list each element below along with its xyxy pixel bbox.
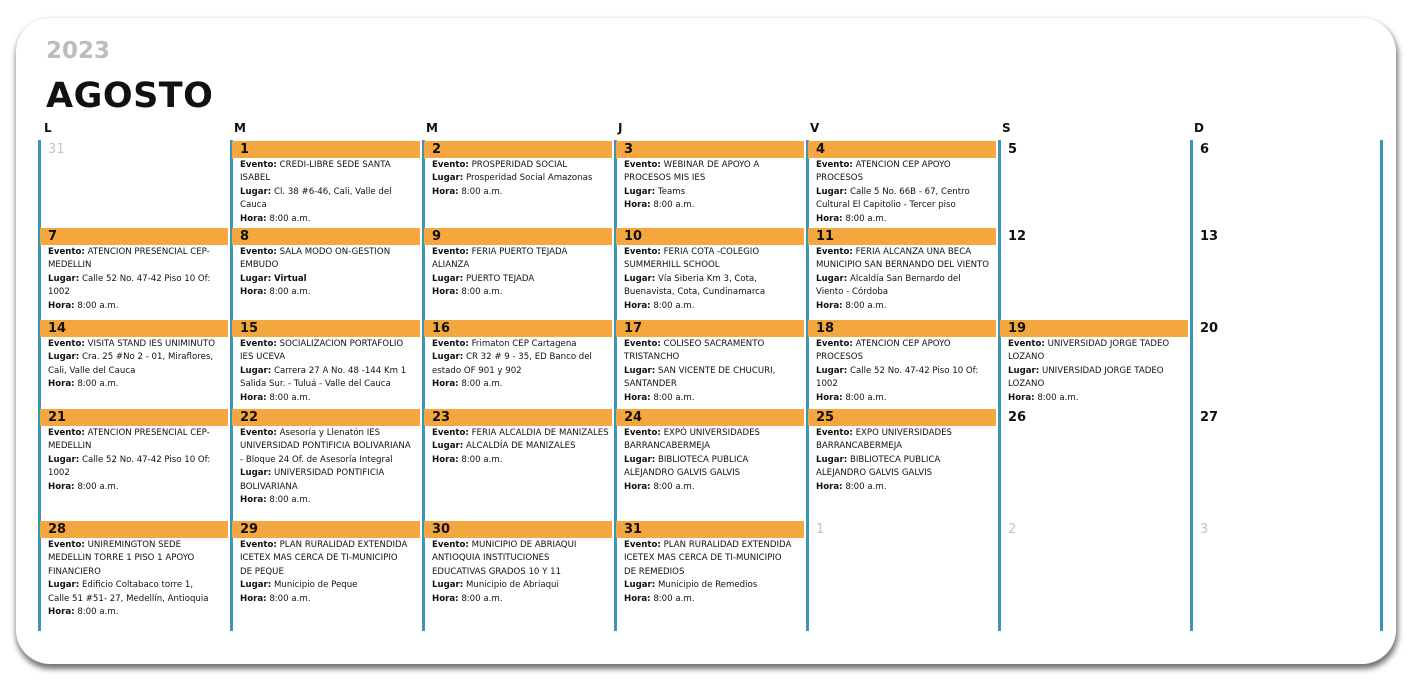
event-details	[424, 538, 612, 606]
field-value-evento: SALA MODO ON-GESTION	[279, 247, 391, 257]
field-value-lugar: Cauca	[240, 200, 267, 211]
field-label-lugar: Lugar:	[816, 186, 848, 197]
field-value-lugar: Cra. 25 #No 2 - 01, Miraflores,	[81, 352, 214, 363]
day-cell[interactable]	[616, 409, 804, 494]
calendar-year: 2023	[46, 38, 111, 64]
field-value-lugar: BIBLIOTECA PUBLICA	[849, 454, 941, 465]
field-value-lugar: Calle 52 No. 47-42 Piso 10 Of:	[81, 273, 211, 284]
field-value-evento: BARRANCABERMEJA	[624, 441, 710, 452]
field-label-lugar: Lugar:	[432, 352, 464, 363]
field-value-evento: EDUCATIVAS GRADOS 10 Y 11	[432, 566, 562, 577]
field-value-lugar: ALCALDÍA DE MANIZALES	[465, 441, 576, 452]
field-label-evento: Evento:	[240, 247, 277, 257]
column-divider	[1190, 140, 1193, 631]
field-label-lugar: Lugar:	[1008, 365, 1040, 376]
field-label-lugar: Lugar:	[432, 173, 464, 184]
day-number-bar: 17	[616, 320, 804, 337]
day-number-bar: 1	[232, 141, 420, 158]
field-value-lugar: Prosperidad Social Amazonas	[465, 173, 593, 184]
event-details	[40, 245, 228, 313]
field-label-lugar: Lugar:	[48, 273, 80, 284]
event-details	[616, 426, 804, 494]
field-label-evento: Evento:	[1008, 339, 1045, 349]
field-label-hora: Hora:	[816, 481, 843, 492]
field-value-hora: 8:00 a.m.	[77, 300, 119, 311]
field-label-hora: Hora:	[816, 392, 843, 403]
day-cell[interactable]	[1000, 521, 1188, 538]
field-value-evento: SUMMERHILL SCHOOL	[624, 260, 720, 271]
field-value-lugar: Viento - Córdoba	[816, 287, 889, 298]
field-label-hora: Hora:	[240, 287, 267, 298]
field-label-lugar: Lugar:	[240, 580, 272, 591]
field-value-evento: ICETEX MAS CERCA DE TI-MUNICIPIO	[240, 553, 398, 564]
day-number-bar: 3	[616, 141, 804, 158]
day-cell[interactable]	[1192, 521, 1380, 538]
field-value-evento: Frimaton CEP Cartagena	[471, 339, 577, 349]
calendar-month-title: AGOSTO	[46, 76, 214, 116]
field-value-hora: 8:00 a.m.	[653, 200, 695, 211]
day-number-bar: 8	[232, 228, 420, 245]
field-label-evento: Evento:	[240, 540, 277, 550]
day-cell[interactable]	[40, 320, 228, 392]
field-value-evento: LOZANO	[1008, 352, 1045, 363]
field-value-lugar: 1002	[48, 468, 70, 479]
field-value-hora: 8:00 a.m.	[461, 287, 503, 298]
field-value-evento: DE PEQUE	[240, 566, 284, 577]
field-value-lugar: Municipio de Abriaqui	[465, 580, 559, 591]
field-label-evento: Evento:	[624, 540, 661, 550]
day-cell[interactable]	[232, 409, 420, 507]
event-details	[424, 337, 612, 392]
field-label-lugar: Lugar:	[816, 365, 848, 376]
field-value-evento: Asesoría y Llenatón IES	[279, 428, 381, 438]
field-value-hora: 8:00 a.m.	[845, 300, 887, 311]
field-label-lugar: Lugar:	[240, 468, 272, 479]
day-cell[interactable]	[808, 521, 996, 538]
event-details	[424, 245, 612, 300]
field-label-hora: Hora:	[624, 300, 651, 311]
field-value-lugar: Calle 5 No. 66B - 67, Centro	[849, 186, 970, 197]
field-value-evento: IES UCEVA	[240, 352, 286, 363]
field-label-hora: Hora:	[816, 213, 843, 224]
day-cell[interactable]	[1000, 320, 1188, 405]
day-number: 1	[816, 522, 825, 537]
event-details	[616, 158, 804, 213]
field-label-hora: Hora:	[432, 287, 459, 298]
field-value-evento: ICETEX MAS CERCA DE TI-MUNICIPIO	[624, 553, 782, 564]
event-details	[808, 245, 996, 313]
field-label-hora: Hora:	[624, 593, 651, 604]
day-number: 26	[1008, 410, 1027, 425]
day-cell[interactable]	[424, 521, 612, 606]
day-cell[interactable]	[1000, 228, 1188, 245]
field-value-evento: VISITA STAND IES UNIMINUTO	[87, 339, 215, 349]
field-label-evento: Evento:	[432, 339, 469, 349]
field-value-lugar: ALEJANDRO GALVIS GALVIS	[624, 468, 741, 479]
field-label-evento: Evento:	[624, 160, 661, 170]
field-value-evento: UNIVERSIDAD PONTIFICIA BOLIVARIANA	[240, 441, 411, 452]
field-value-evento: PROSPERIDAD SOCIAL	[471, 160, 568, 170]
field-value-hora: 8:00 a.m.	[1037, 392, 1079, 403]
day-number: 6	[1200, 142, 1210, 157]
field-label-evento: Evento:	[816, 160, 853, 170]
field-value-evento: ATENCION CEP APOYO	[855, 160, 951, 170]
event-details	[232, 245, 420, 300]
field-value-evento: ATENCION PRESENCIAL CEP-	[87, 247, 210, 257]
field-label-hora: Hora:	[432, 379, 459, 390]
field-value-lugar: BOLIVARIANA	[240, 481, 298, 492]
field-value-lugar: ALEJANDRO GALVIS GALVIS	[816, 468, 933, 479]
field-value-hora: 8:00 a.m.	[269, 213, 311, 224]
day-cell[interactable]	[808, 141, 996, 226]
field-label-hora: Hora:	[624, 481, 651, 492]
field-value-evento: CREDI-LIBRE SEDE SANTA	[279, 160, 391, 170]
field-value-hora: 8:00 a.m.	[653, 300, 695, 311]
event-details	[808, 426, 996, 494]
field-value-evento: ANTIOQUIA INSTITUCIONES	[432, 553, 550, 564]
field-value-evento: TRISTANCHO	[624, 352, 680, 363]
field-value-hora: 8:00 a.m.	[269, 495, 311, 506]
field-value-lugar: SANTANDER	[624, 379, 677, 390]
day-cell[interactable]	[1000, 409, 1188, 426]
field-value-hora: 8:00 a.m.	[653, 392, 695, 403]
field-value-evento: PROCESOS	[816, 352, 864, 363]
field-label-hora: Hora:	[240, 392, 267, 403]
day-cell[interactable]	[1192, 228, 1380, 245]
event-details	[616, 538, 804, 606]
field-value-evento: EXPO UNIVERSIDADES	[855, 428, 952, 438]
event-details	[616, 245, 804, 313]
field-label-hora: Hora:	[48, 379, 75, 390]
field-value-evento: COLISEO SACRAMENTO	[663, 339, 765, 349]
field-value-lugar: Salida Sur. - Tuluá - Valle del Cauca	[240, 379, 391, 390]
field-value-lugar: SAN VICENTE DE CHUCURI,	[657, 365, 776, 376]
field-label-evento: Evento:	[48, 247, 85, 257]
day-number-bar: 7	[40, 228, 228, 245]
weekday-header-jueves: J	[618, 121, 623, 135]
field-value-hora: 8:00 a.m.	[269, 287, 311, 298]
field-label-evento: Evento:	[240, 339, 277, 349]
event-details	[232, 337, 420, 405]
field-label-hora: Hora:	[624, 200, 651, 211]
field-label-hora: Hora:	[240, 213, 267, 224]
field-value-lugar: Calle 52 No. 47-42 Piso 10 Of:	[849, 365, 979, 376]
field-value-hora: 8:00 a.m.	[845, 213, 887, 224]
event-details	[424, 426, 612, 467]
day-cell[interactable]	[40, 409, 228, 494]
event-details	[808, 337, 996, 405]
field-label-hora: Hora:	[240, 495, 267, 506]
day-number: 13	[1200, 229, 1219, 244]
day-number-bar: 2	[424, 141, 612, 158]
field-value-lugar: BIBLIOTECA PUBLICA	[657, 454, 749, 465]
day-cell[interactable]	[1192, 141, 1380, 158]
field-value-lugar: Teams	[657, 186, 686, 197]
field-value-evento: PROCESOS MIS IES	[624, 173, 706, 184]
day-cell[interactable]	[616, 320, 804, 405]
field-value-hora: 8:00 a.m.	[845, 392, 887, 403]
field-value-hora: 8:00 a.m.	[461, 186, 503, 197]
day-cell[interactable]	[40, 141, 228, 158]
field-value-evento: PLAN RURALIDAD EXTENDIDA	[279, 540, 408, 550]
day-number: 5	[1008, 142, 1018, 157]
day-cell[interactable]	[232, 228, 420, 300]
day-cell[interactable]	[424, 141, 612, 199]
field-value-evento: - Bloque 24 Of. de Asesoría Integral	[240, 454, 393, 465]
field-label-evento: Evento:	[624, 339, 661, 349]
day-number-bar: 11	[808, 228, 996, 245]
field-value-evento: MEDELLIN	[48, 441, 92, 452]
field-label-evento: Evento:	[816, 339, 853, 349]
field-value-hora: 8:00 a.m.	[845, 481, 887, 492]
field-label-hora: Hora:	[432, 186, 459, 197]
field-label-lugar: Lugar:	[624, 365, 656, 376]
field-label-hora: Hora:	[816, 300, 843, 311]
event-details	[232, 158, 420, 226]
field-value-lugar: Carrera 27 A No. 48 -144 Km 1	[273, 365, 407, 376]
weekday-header-viernes: V	[810, 121, 820, 135]
field-label-hora: Hora:	[240, 593, 267, 604]
weekday-header-sabado: S	[1002, 121, 1011, 135]
field-label-evento: Evento:	[432, 540, 469, 550]
field-value-lugar: Virtual	[273, 273, 307, 284]
event-details	[40, 337, 228, 392]
event-details	[40, 426, 228, 494]
day-cell[interactable]	[1192, 320, 1380, 337]
field-value-evento: PLAN RURALIDAD EXTENDIDA	[663, 540, 792, 550]
field-label-lugar: Lugar:	[816, 454, 848, 465]
day-cell[interactable]	[40, 228, 228, 313]
field-value-lugar: LOZANO	[1008, 379, 1045, 390]
day-cell[interactable]	[616, 141, 804, 213]
field-value-evento: WEBINAR DE APOYO A	[663, 160, 760, 170]
event-details	[616, 337, 804, 405]
field-label-evento: Evento:	[48, 540, 85, 550]
field-label-lugar: Lugar:	[48, 580, 80, 591]
field-value-lugar: Cl. 38 #6-46, Cali, Valle del	[273, 186, 392, 197]
field-label-lugar: Lugar:	[240, 365, 272, 376]
day-number: 2	[1008, 522, 1017, 537]
field-label-lugar: Lugar:	[48, 454, 80, 465]
field-label-lugar: Lugar:	[624, 454, 656, 465]
day-number-bar: 15	[232, 320, 420, 337]
day-number: 3	[1200, 522, 1209, 537]
field-label-hora: Hora:	[48, 607, 75, 618]
field-value-lugar: Calle 52 No. 47-42 Piso 10 Of:	[81, 454, 211, 465]
day-number: 27	[1200, 410, 1219, 425]
column-divider	[1380, 140, 1383, 631]
field-value-lugar: Municipio de Peque	[273, 580, 358, 591]
day-number-bar: 4	[808, 141, 996, 158]
field-value-lugar: UNIVERSIDAD JORGE TADEO	[1041, 365, 1164, 376]
event-details	[424, 158, 612, 199]
day-number-bar: 10	[616, 228, 804, 245]
day-cell[interactable]	[40, 521, 228, 619]
field-value-hora: 8:00 a.m.	[77, 481, 119, 492]
field-value-evento: MUNICIPIO SAN BERNANDO DEL VIENTO	[816, 260, 990, 271]
field-value-hora: 8:00 a.m.	[461, 593, 503, 604]
field-value-evento: UNIVERSIDAD JORGE TADEO	[1047, 339, 1170, 349]
field-value-hora: 8:00 a.m.	[77, 379, 119, 390]
field-value-evento: DE REMEDIOS	[624, 566, 685, 577]
event-details	[232, 538, 420, 606]
field-value-lugar: Cali, Valle del Cauca	[48, 365, 136, 376]
field-value-evento: BARRANCABERMEJA	[816, 441, 902, 452]
weekday-header-miercoles: M	[426, 121, 438, 135]
field-label-hora: Hora:	[432, 593, 459, 604]
field-value-evento: FERIA ALCALDIA DE MANIZALES	[471, 428, 609, 438]
field-label-evento: Evento:	[432, 160, 469, 170]
field-label-hora: Hora:	[432, 454, 459, 465]
field-value-lugar: Vía Siberia Km 3, Cota,	[657, 273, 758, 284]
day-cell[interactable]	[232, 141, 420, 226]
field-label-lugar: Lugar:	[432, 580, 464, 591]
day-number-bar: 19	[1000, 320, 1188, 337]
day-number-bar: 24	[616, 409, 804, 426]
field-value-evento: FERIA PUERTO TEJADA	[471, 247, 568, 257]
field-value-lugar: Buenavista, Cota, Cundinamarca	[624, 287, 766, 298]
day-cell[interactable]	[616, 521, 804, 606]
field-value-hora: 8:00 a.m.	[77, 607, 119, 618]
field-label-lugar: Lugar:	[432, 441, 464, 452]
field-value-hora: 8:00 a.m.	[653, 481, 695, 492]
field-value-lugar: Calle 51 #51- 27, Medellín, Antioquia	[48, 593, 209, 604]
day-cell[interactable]	[808, 228, 996, 313]
day-cell[interactable]	[616, 228, 804, 313]
day-cell[interactable]	[424, 409, 612, 467]
field-label-evento: Evento:	[432, 247, 469, 257]
day-cell[interactable]	[808, 320, 996, 405]
field-label-evento: Evento:	[240, 428, 277, 438]
day-number-bar: 18	[808, 320, 996, 337]
event-details	[1000, 337, 1188, 405]
field-value-lugar: Cultural El Capitolio - Tercer piso	[816, 200, 956, 211]
day-number-bar: 21	[40, 409, 228, 426]
day-cell[interactable]	[1192, 409, 1380, 426]
day-cell[interactable]	[232, 521, 420, 606]
field-value-evento: EMBUDO	[240, 260, 279, 271]
field-label-hora: Hora:	[48, 481, 75, 492]
day-number-bar: 22	[232, 409, 420, 426]
day-number-bar: 9	[424, 228, 612, 245]
field-value-hora: 8:00 a.m.	[269, 593, 311, 604]
field-label-evento: Evento:	[816, 247, 853, 257]
field-label-lugar: Lugar:	[432, 273, 464, 284]
field-label-evento: Evento:	[624, 428, 661, 438]
day-number-bar: 14	[40, 320, 228, 337]
field-label-lugar: Lugar:	[816, 273, 848, 284]
day-number-bar: 25	[808, 409, 996, 426]
field-label-evento: Evento:	[48, 428, 85, 438]
day-cell[interactable]	[424, 228, 612, 300]
event-details	[40, 538, 228, 619]
field-value-lugar: estado OF 901 y 902	[432, 365, 522, 376]
field-value-evento: ALIANZA	[432, 260, 470, 271]
field-value-evento: MEDELLIN TORRE 1 PISO 1 APOYO	[48, 553, 195, 564]
field-label-hora: Hora:	[624, 392, 651, 403]
day-cell[interactable]	[424, 320, 612, 392]
field-label-evento: Evento:	[240, 160, 277, 170]
day-number-bar: 31	[616, 521, 804, 538]
day-cell[interactable]	[232, 320, 420, 405]
field-value-lugar: 1002	[816, 379, 838, 390]
field-value-hora: 8:00 a.m.	[461, 454, 503, 465]
field-value-evento: ATENCION PRESENCIAL CEP-	[87, 428, 210, 438]
field-value-evento: ATENCION CEP APOYO	[855, 339, 951, 349]
field-value-lugar: PUERTO TEJADA	[465, 273, 535, 284]
field-value-evento: FINANCIERO	[48, 566, 101, 577]
field-value-lugar: Alcaldía San Bernardo del	[849, 273, 961, 284]
day-number: 12	[1008, 229, 1027, 244]
field-value-hora: 8:00 a.m.	[653, 593, 695, 604]
day-number-bar: 16	[424, 320, 612, 337]
field-value-evento: PROCESOS	[816, 173, 864, 184]
day-cell[interactable]	[808, 409, 996, 494]
weekday-header-domingo: D	[1194, 121, 1204, 135]
field-label-lugar: Lugar:	[624, 580, 656, 591]
field-value-lugar: CR 32 # 9 - 35, ED Banco del	[465, 352, 592, 363]
field-label-lugar: Lugar:	[48, 352, 80, 363]
field-value-hora: 8:00 a.m.	[269, 392, 311, 403]
day-number-bar: 28	[40, 521, 228, 538]
field-label-lugar: Lugar:	[240, 186, 272, 197]
field-value-lugar: 1002	[48, 287, 70, 298]
field-label-evento: Evento:	[432, 428, 469, 438]
field-value-lugar: Edificio Coltabaco torre 1,	[81, 580, 194, 591]
field-value-lugar: Municipio de Remedios	[657, 580, 758, 591]
day-number-bar: 29	[232, 521, 420, 538]
field-label-lugar: Lugar:	[624, 273, 656, 284]
event-details	[232, 426, 420, 507]
field-value-evento: SOCIALIZACION PORTAFOLIO	[279, 339, 404, 349]
day-number: 31	[48, 142, 65, 157]
field-value-lugar: UNIVERSIDAD PONTIFICIA	[273, 468, 385, 479]
field-label-hora: Hora:	[48, 300, 75, 311]
field-value-evento: EXPÓ UNIVERSIDADES	[663, 428, 760, 438]
field-label-lugar: Lugar:	[624, 186, 656, 197]
field-label-evento: Evento:	[48, 339, 85, 349]
day-number: 20	[1200, 321, 1219, 336]
field-label-evento: Evento:	[624, 247, 661, 257]
field-value-evento: MUNICIPIO DE ABRIAQUI	[471, 540, 577, 550]
weekday-header-lunes: L	[44, 121, 52, 135]
field-value-evento: MEDELLIN	[48, 260, 92, 271]
field-value-evento: FERIA ALCANZA UNA BECA	[855, 247, 972, 257]
field-label-hora: Hora:	[1008, 392, 1035, 403]
field-label-evento: Evento:	[816, 428, 853, 438]
field-value-evento: UNIREMINGTON SEDE	[87, 540, 182, 550]
field-value-hora: 8:00 a.m.	[461, 379, 503, 390]
day-number-bar: 23	[424, 409, 612, 426]
field-value-evento: ISABEL	[240, 173, 271, 184]
event-details	[808, 158, 996, 226]
weekday-header-martes: M	[234, 121, 246, 135]
day-cell[interactable]	[1000, 141, 1188, 158]
field-label-lugar: Lugar:	[240, 273, 272, 284]
day-number-bar: 30	[424, 521, 612, 538]
field-value-evento: FERIA COTA -COLEGIO	[663, 247, 760, 257]
